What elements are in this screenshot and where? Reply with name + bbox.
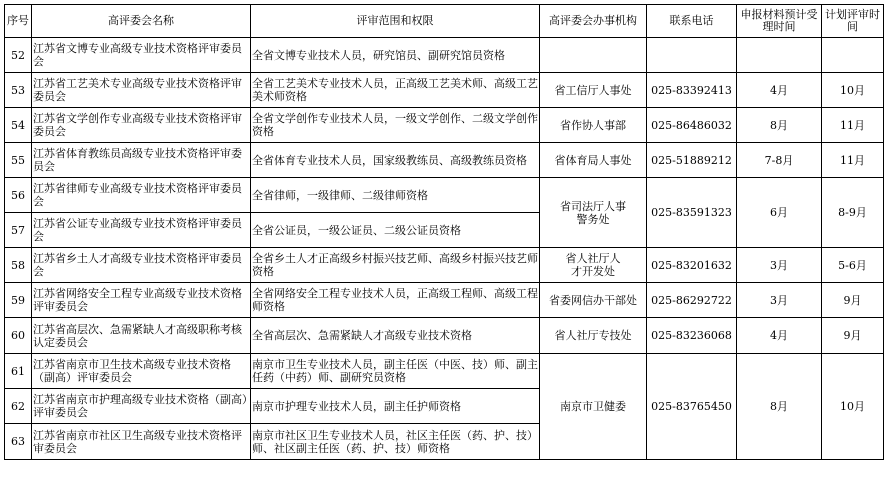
header-name: 高评委会名称 — [32, 5, 251, 38]
review-time: 8-9月 — [822, 178, 884, 248]
deadline: 4月 — [737, 318, 822, 354]
row-no: 61 — [5, 354, 32, 389]
office: 省工信厅人事处 — [540, 73, 647, 108]
table-row — [5, 143, 884, 178]
table-row — [5, 283, 884, 318]
committee-name: 江苏省律师专业高级专业技术资格评审委员会 — [32, 178, 251, 213]
row-no: 55 — [5, 143, 32, 178]
committee-name: 江苏省乡土人才高级专业技术资格评审委员会 — [32, 248, 251, 283]
review-scope: 全省高层次、急需紧缺人才高级专业技术资格 — [251, 318, 540, 354]
deadline: 4月 — [737, 73, 822, 108]
committee-name: 江苏省南京市护理高级专业技术资格（副高）评审委员会 — [32, 389, 251, 424]
row-no: 52 — [5, 38, 32, 73]
phone: 025-83201632 — [647, 248, 737, 283]
review-scope: 全省网络安全工程专业技术人员，正高级工程师、高级工程师资格 — [251, 283, 540, 318]
row-no: 62 — [5, 389, 32, 424]
phone: 025-86486032 — [647, 108, 737, 143]
header-phone: 联系电话 — [647, 5, 737, 38]
review-scope: 全省文学创作专业技术人员，一级文学创作、二级文学创作资格 — [251, 108, 540, 143]
table-row — [5, 354, 884, 389]
row-no: 59 — [5, 283, 32, 318]
row-no: 58 — [5, 248, 32, 283]
deadline: 8月 — [737, 354, 822, 460]
review-time: 10月 — [822, 354, 884, 460]
review-scope: 全省体育专业技术人员，国家级教练员、高级教练员资格 — [251, 143, 540, 178]
phone — [647, 38, 737, 73]
office — [540, 38, 647, 73]
review-scope: 南京市卫生专业技术人员，副主任医（中医、技）师、副主任药（中药）师、副研究员资格 — [251, 354, 540, 389]
committee-name: 江苏省工艺美术专业高级专业技术资格评审委员会 — [32, 73, 251, 108]
phone: 025-86292722 — [647, 283, 737, 318]
office: 省人社厅人才开发处 — [540, 248, 647, 283]
committee-name: 江苏省文学创作专业高级专业技术资格评审委员会 — [32, 108, 251, 143]
committee-name: 江苏省体育教练员高级专业技术资格评审委员会 — [32, 143, 251, 178]
phone: 025-51889212 — [647, 143, 737, 178]
row-no: 60 — [5, 318, 32, 354]
phone: 025-83236068 — [647, 318, 737, 354]
header-no: 序号 — [5, 5, 32, 38]
deadline: 6月 — [737, 178, 822, 248]
committee-name: 江苏省公证专业高级专业技术资格评审委员会 — [32, 213, 251, 248]
review-time: 11月 — [822, 108, 884, 143]
qualification-table — [4, 4, 884, 460]
deadline: 3月 — [737, 248, 822, 283]
committee-name: 江苏省南京市社区卫生高级专业技术资格评审委员会 — [32, 424, 251, 460]
phone: 025-83765450 — [647, 354, 737, 460]
row-no: 54 — [5, 108, 32, 143]
office: 省体育局人事处 — [540, 143, 647, 178]
committee-name: 江苏省网络安全工程专业高级专业技术资格评审委员会 — [32, 283, 251, 318]
review-scope: 南京市社区卫生专业技术人员，社区主任医（药、护、技）师、社区副主任医（药、护、技）师资格 — [251, 424, 540, 460]
table-row — [5, 318, 884, 354]
deadline: 3月 — [737, 283, 822, 318]
header-review: 计划评审时间 — [822, 5, 884, 38]
table-row — [5, 108, 884, 143]
table-row — [5, 73, 884, 108]
review-scope: 全省工艺美术专业技术人员，正高级工艺美术师、高级工艺美术师资格 — [251, 73, 540, 108]
table-row — [5, 178, 884, 213]
committee-name: 江苏省南京市卫生技术高级专业技术资格（副高）评审委员会 — [32, 354, 251, 389]
header-office: 高评委会办事机构 — [540, 5, 647, 38]
review-time: 11月 — [822, 143, 884, 178]
row-no: 57 — [5, 213, 32, 248]
office: 省人社厅专技处 — [540, 318, 647, 354]
review-time: 10月 — [822, 73, 884, 108]
header-row — [5, 5, 884, 38]
header-scope: 评审范围和权限 — [251, 5, 540, 38]
review-time: 9月 — [822, 318, 884, 354]
committee-name: 江苏省文博专业高级专业技术资格评审委员会 — [32, 38, 251, 73]
review-scope: 全省律师，一级律师、二级律师资格 — [251, 178, 540, 213]
review-scope: 全省乡土人才正高级乡村振兴技艺师、高级乡村振兴技艺师资格 — [251, 248, 540, 283]
header-deadline: 申报材料预计受理时间 — [737, 5, 822, 38]
deadline: 8月 — [737, 108, 822, 143]
review-scope: 全省公证员，一级公证员、二级公证员资格 — [251, 213, 540, 248]
table-row — [5, 38, 884, 73]
phone: 025-83392413 — [647, 73, 737, 108]
review-time — [822, 38, 884, 73]
qualification-table-container — [4, 4, 884, 460]
office: 南京市卫健委 — [540, 354, 647, 460]
review-scope: 南京市护理专业技术人员，副主任护师资格 — [251, 389, 540, 424]
review-time: 5-6月 — [822, 248, 884, 283]
row-no: 63 — [5, 424, 32, 460]
deadline: 7-8月 — [737, 143, 822, 178]
review-time: 9月 — [822, 283, 884, 318]
office: 省委网信办干部处 — [540, 283, 647, 318]
row-no: 56 — [5, 178, 32, 213]
office: 省作协人事部 — [540, 108, 647, 143]
review-scope: 全省文博专业技术人员，研究馆员、副研究馆员资格 — [251, 38, 540, 73]
committee-name: 江苏省高层次、急需紧缺人才高级职称考核认定委员会 — [32, 318, 251, 354]
row-no: 53 — [5, 73, 32, 108]
deadline — [737, 38, 822, 73]
table-row — [5, 248, 884, 283]
office: 省司法厅人事警务处 — [540, 178, 647, 248]
phone: 025-83591323 — [647, 178, 737, 248]
